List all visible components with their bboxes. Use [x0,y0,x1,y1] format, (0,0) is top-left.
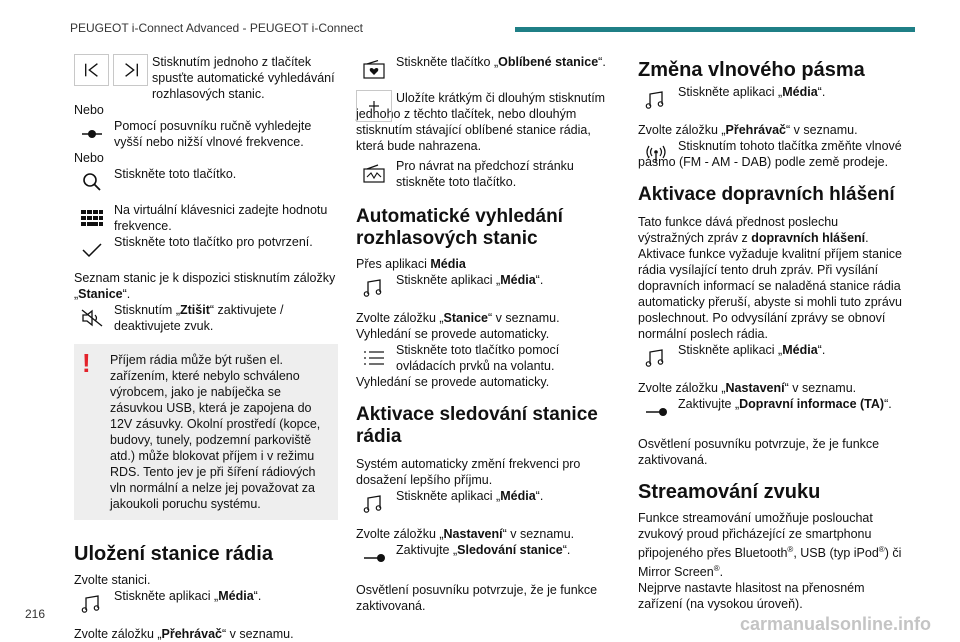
or-label: Nebo [74,103,104,117]
tab-player-text-2: Zvolte záložku „Přehrávač“ v seznamu. [638,123,858,137]
warning-text: Příjem rádia může být rušen el. zařízením, které nebylo schváleno výrobcem, jako je nabíječka se zásuvkou USB, která je zapojena do 12V zásuvky. Okolní prostředí (kopce, budovy, tunely, podzemní parkoviště atd.) může blokovat příjem i v režimu RDS. Tento jev je při šíření rádiových vln normální a nelze jej považovat za jakoukoli poruchu systému. [110,353,321,511]
select-station-text: Zvolte stanici. [74,573,151,587]
search-icon [74,166,110,198]
keyboard-icon [74,202,110,234]
slider-icon [74,118,110,150]
confirm-row [74,234,338,266]
activate-follow-row [356,542,620,574]
back-row [356,158,620,190]
checkmark-icon [74,234,110,266]
band-text: Stisknutím tohoto tlačítka změňte vlnové pásmo (FM - AM - DAB) podle země prodeje. [638,139,902,169]
media-text-3: Stiskněte aplikaci „Média“. [396,489,544,503]
heading-streaming: Streamování zvuku [638,481,821,503]
column-3 [638,54,902,612]
seek-buttons [74,54,148,86]
media-text-5: Stiskněte aplikaci „Média“. [678,343,826,357]
column-1 [74,54,338,642]
confirm-text: Stiskněte toto tlačítko pro potvrzení. [114,235,313,249]
media-row-3 [356,488,620,520]
mute-row [74,302,338,334]
favorite-heart-icon [356,54,392,86]
auto-update-text-1: Vyhledání se provede automaticky. [356,327,550,341]
seek-back-icon [74,54,109,86]
search-text: Stiskněte toto tlačítko. [114,167,237,181]
favorites-row [356,54,620,86]
back-radio-icon [356,158,392,190]
store-text: Uložíte krátkým či dlouhým stisknutím jednoho z těchto tlačítek, nebo dlouhým stisknutím stávající oblíbené stanice rádia, která bude nahrazena. [356,91,606,153]
tab-settings-text: Zvolte záložku „Nastavení“ v seznamu. [356,527,575,541]
media-text: Stiskněte aplikaci „Média“. [114,589,262,603]
keyboard-text: Na virtuální klávesnici zadejte hodnotu frekvence. [114,203,328,233]
running-header: PEUGEOT i-Connect Advanced - PEUGEOT i-Connect [70,21,364,35]
antenna-icon [638,138,674,170]
activate-follow-text: Zaktivujte „Sledování stanice“. [396,543,571,557]
traffic-text: Tato funkce dává přednost poslechu výstražných zpráv z dopravních hlášení. Aktivace funkce vyžaduje kvalitní příjem stanice rádia vysílající tento druh zpráv. Při vysílání dopravních informací se naladěná stanice rádia automaticky přeruší, abyste si mohli tuto zprávu poslechnout. Po odvysílání zprávy se obnoví normální poslech rádia. [638,215,903,341]
media-row [74,588,338,620]
or-label-2: Nebo [74,151,104,165]
lit-text: Osvětlení posuvníku potvrzuje, že je funkce zaktivovaná. [356,583,598,613]
tab-settings-text-2: Zvolte záložku „Nastavení“ v seznamu. [638,381,857,395]
music-note-icon [638,84,674,116]
media-text-2: Stiskněte aplikaci „Média“. [396,273,544,287]
slider-row [74,118,338,150]
tab-player-text: Zvolte záložku „Přehrávač“ v seznamu. [74,627,294,641]
page-number: 216 [25,607,46,621]
ta-text: Zaktivujte „Dopravní informace (TA)“. [678,397,892,411]
mute-icon [74,302,110,334]
media-text-4: Stiskněte aplikaci „Média“. [678,85,826,99]
media-row-4 [638,84,902,116]
warning-icon: ! [82,348,91,378]
favorites-text: Stiskněte tlačítko „Oblíbené stanice“. [396,55,606,69]
media-row-5 [638,342,902,374]
column-2 [356,54,620,614]
music-note-icon [356,272,392,304]
seek-forward-icon [113,54,148,86]
keyboard-row [74,202,338,234]
toggle-slider-icon [638,396,674,428]
add-preset-icon [356,90,392,122]
tab-stations-text: Zvolte záložku „Stanice“ v seznamu. [356,311,560,325]
heading-auto-search: Automatické vyhledání rozhlasových stanic [356,206,563,249]
watermark: carmanualsonline.info [740,614,932,634]
lit-text-2: Osvětlení posuvníku potvrzuje, že je funkce zaktivovaná. [638,437,880,467]
music-note-icon [74,588,110,620]
warning-box [74,344,338,520]
heading-traffic: Aktivace dopravních hlášení [638,184,895,205]
slider-text: Pomocí posuvníku ručně vyhledejte vyšší nebo nižší vlnové frekvence. [114,119,312,149]
music-note-icon [356,488,392,520]
auto-update-text-2: Vyhledání se provede automaticky. [356,375,550,389]
toggle-slider-icon [356,542,392,574]
back-text: Pro návrat na předchozí stránku stiskněte toto tlačítko. [396,159,574,189]
list-icon [356,342,392,374]
via-app-text: Přes aplikaci Média [356,257,466,271]
steering-row [356,342,620,374]
search-row [74,166,338,198]
heading-station-follow: Aktivace sledování stanice rádia [356,404,598,447]
heading-save-station: Uložení stanice rádia [74,543,273,565]
streaming-text: Funkce streamování umožňuje poslouchat zvukový proud přicházející ze smartphonu připojeného přes Bluetooth®, USB (typ iPod®) či Mirror Screen®. Nejprve nastavte hlasitost na přenosném zařízení (na vysokou úroveň). [638,511,902,612]
mute-text: Stisknutím „Ztišit“ zaktivujete / deaktivujete zvuk. [114,303,284,333]
ta-row [638,396,902,428]
station-list-text: Seznam stanic je k dispozici stisknutím záložky „Stanice“. [74,271,336,301]
follow-text: Systém automaticky změní frekvenci pro dosažení lepšího příjmu. [356,457,581,487]
media-row-2 [356,272,620,304]
steering-text: Stiskněte toto tlačítko pomocí ovládacích prvků na volantu. [396,343,560,373]
header-accent-bar [515,27,915,32]
music-note-icon [638,342,674,374]
heading-band-change: Změna vlnového pásma [638,59,865,81]
seek-text: Stisknutím jednoho z tlačítek spusťte automatické vyhledávání rozhlasových stanic. [152,55,335,101]
